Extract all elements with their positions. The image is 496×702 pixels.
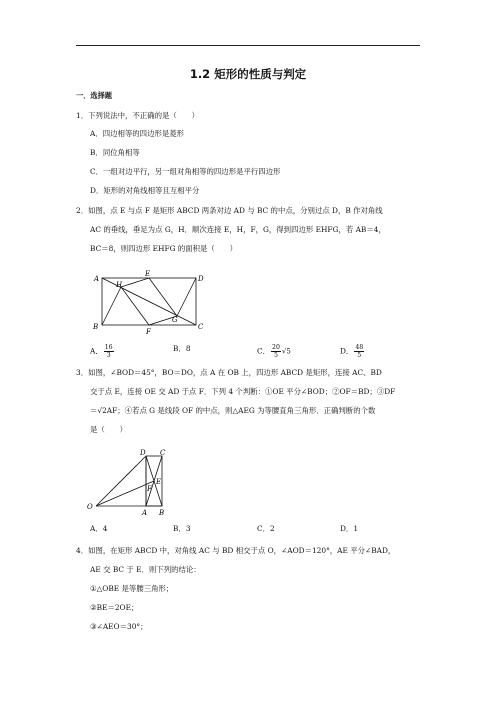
q3-label-d: D <box>140 449 146 457</box>
q4-line1: 4．如图，在矩形 ABCD 中，对角线 AC 与 BD 相交于点 O，∠AOD＝120°，AE 平分∠BAD， <box>76 546 396 555</box>
q3-option-b: B．3 <box>173 524 191 533</box>
q2-line2: AC 的垂线，垂足为点 G，H．顺次连接 E，H，F，G，得到四边形 EHFG，若 AB＝4， <box>90 225 386 234</box>
q2-line1: 2．如图，点 E 与点 F 是矩形 ABCD 两条对边 AD 与 BC 的中点，分别过点 D，B 作对角线 <box>76 206 383 215</box>
q2-option-a: A． $\frac{16}{3}$ <box>90 344 113 359</box>
q3-line2: 交于点 E，连接 OE 交 AD 于点 F．下列 4 个判断：①OE 平分∠BOD；②OF＝BD；③DF <box>90 387 396 396</box>
q2-option-b: B．8 <box>173 344 191 353</box>
q2-label-b: B <box>93 323 99 331</box>
q1-option-d: D．矩形的对角线相等且互相平分 <box>90 186 200 195</box>
q3-line4: 是（ ） <box>90 425 127 434</box>
q3-option-a: A．4 <box>90 524 108 533</box>
q4-line2: AE 交 BC 于 E．则下列的结论： <box>90 565 201 574</box>
q2-perp-dg <box>177 278 196 316</box>
q2-figure <box>90 268 205 336</box>
q3-line1: 3．如图，∠BOD＝45°，BO＝DO，点 A 在 OB 上，四边形 ABCD 是矩形，连接 AC、BD <box>76 368 382 377</box>
q1-stem: 1．下列说法中，不正确的是（ ） <box>76 111 199 120</box>
q4-item-1: ①△OBE 是等腰三角形； <box>90 584 174 593</box>
section-heading: 一．选择题 <box>76 91 112 100</box>
q3-line3: ＝√2AF；④若点 G 是线段 OF 的中点，则△AEG 为等腰直角三角形．正确判断的个数 <box>90 406 376 415</box>
page-title: 1.2 矩形的性质与判定 <box>189 67 307 81</box>
q3-option-d: D．1 <box>340 524 359 533</box>
q2-option-c: C． $\frac{20}{5}$ √5 <box>257 344 291 359</box>
q2-line3: BC＝8，则四边形 EHFG 的面积是（ ） <box>90 244 237 253</box>
q2-label-e: E <box>145 270 151 278</box>
q2-label-c: C <box>198 323 204 331</box>
q2-option-d: D． $\frac{48}{5}$ <box>340 344 364 359</box>
q3-label-a: A <box>142 509 148 517</box>
q3-line-od <box>96 456 146 506</box>
q3-label-b: B <box>159 509 165 517</box>
q1-option-c: C．一组对边平行，另一组对角相等的四边形是平行四边形 <box>90 167 281 176</box>
q4-item-3: ③∠AEO＝30°； <box>90 622 148 631</box>
q3-label-c: C <box>160 449 166 457</box>
q2-perp-bh <box>102 287 121 325</box>
q3-line-oe <box>96 481 154 506</box>
q2-label-g: G <box>172 316 178 324</box>
q1-option-b: B．同位角相等 <box>90 148 140 157</box>
q3-figure <box>86 446 176 521</box>
q2-label-f: F <box>146 328 151 336</box>
q2-label-h: H <box>116 281 123 289</box>
q4-item-2: ②BE＝2OE； <box>90 603 139 612</box>
q3-option-c: C．2 <box>257 524 275 533</box>
q2-label-d: D <box>198 275 204 283</box>
q3-label-e: E <box>156 478 162 486</box>
q3-label-o: O <box>87 503 93 511</box>
q1-option-a: A．四边相等的四边形是菱形 <box>90 129 185 138</box>
header-rule <box>76 45 420 46</box>
q2-label-a: A <box>94 275 100 283</box>
q3-label-f: F <box>147 485 152 493</box>
